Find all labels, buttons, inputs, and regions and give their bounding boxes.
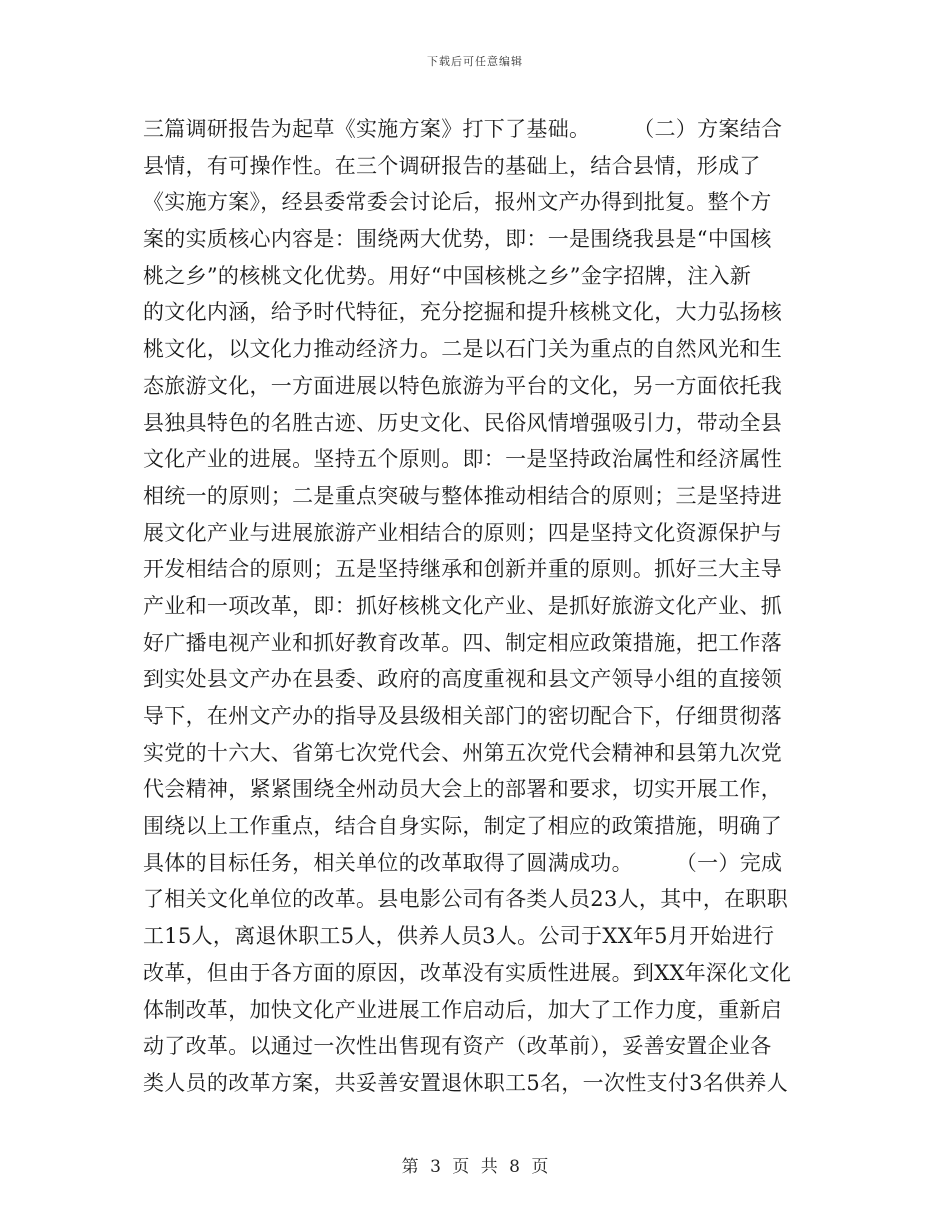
text-line: 展文化产业与进展旅游产业相结合的原则；四是坚持文化资源保护与: [143, 520, 782, 545]
text-line: 桃之乡”的核桃文化优势。用好“中国核桃之乡”金字招牌，注入新: [143, 263, 752, 288]
text-line: 开发相结合的原则；五是坚持继承和创新并重的原则。抓好三大主导: [143, 557, 782, 582]
text-line: 具体的目标任务，相关单位的改革取得了圆满成功。 （一）完成: [143, 850, 783, 875]
text-line: 县独具特色的名胜古迹、历史文化、民俗风情增强吸引力，带动全县: [143, 410, 782, 435]
text-line: 产业和一项改革，即：抓好核桃文化产业、是抓好旅游文化产业、抓: [143, 593, 782, 618]
text-line: 《实施方案》，经县委常委会讨论后，报州文产办得到批复。整个方: [143, 190, 772, 215]
text-line: 改革，但由于各方面的原因，改革没有实质性进展。到XX年深化文化: [143, 960, 792, 985]
text-line: 代会精神，紧紧围绕全州动员大会上的部署和要求，切实开展工作，: [143, 777, 782, 802]
text-line: 到实处县文产办在县委、政府的高度重视和县文产领导小组的直接领: [143, 667, 782, 692]
document-body: [143, 111, 823, 1102]
text-line: 围绕以上工作重点，结合自身实际，制定了相应的政策措施，明确了: [143, 814, 782, 839]
text-line: 工15人，离退休职工5人，供养人员3人。公司于XX年5月开始进行: [143, 924, 775, 949]
text-line: 桃文化，以文化力推动经济力。二是以石门关为重点的自然风光和生: [143, 337, 782, 362]
page-number: 第 3 页 共 8 页: [401, 1157, 549, 1177]
text-line: 文化产业的进展。坚持五个原则。即：一是坚持政治属性和经济属性: [143, 447, 782, 472]
text-line: 实党的十六大、省第七次党代会、州第五次党代会精神和县第九次党: [143, 740, 782, 765]
text-line: 态旅游文化，一方面进展以特色旅游为平台的文化，另一方面依托我: [143, 373, 782, 398]
page-header: 下载后可任意编辑: [427, 55, 523, 68]
text-line: 动了改革。以通过一次性出售现有资产（改革前），妥善安置企业各: [143, 1034, 772, 1059]
text-line: 类人员的改革方案，共妥善安置退休职工5名，一次性支付3名供养人: [143, 1070, 789, 1095]
text-line: 三篇调研报告为起草《实施方案》打下了基础。 （二）方案结合: [143, 117, 783, 141]
text-line: 导下，在州文产办的指导及县级相关部门的密切配合下，仔细贯彻落: [143, 704, 782, 728]
text-line: 了相关文化单位的改革。县电影公司有各类人员23人，其中，在职职: [143, 887, 789, 912]
text-line: 相统一的原则；二是重点突破与整体推动相结合的原则；三是坚持进: [143, 483, 782, 508]
text-line: 体制改革，加快文化产业进展工作启动后，加大了工作力度，重新启: [143, 997, 782, 1022]
text-line: 好广播电视产业和抓好教育改革。四、制定相应政策措施，把工作落: [143, 630, 782, 655]
text-line: 案的实质核心内容是：围绕两大优势，即：一是围绕我县是“中国核: [143, 227, 772, 252]
text-line: 的文化内涵，给予时代特征，充分挖掘和提升核桃文化，大力弘扬核: [143, 300, 782, 325]
text-line: 县情，有可操作性。在三个调研报告的基础上，结合县情，形成了: [143, 153, 761, 178]
